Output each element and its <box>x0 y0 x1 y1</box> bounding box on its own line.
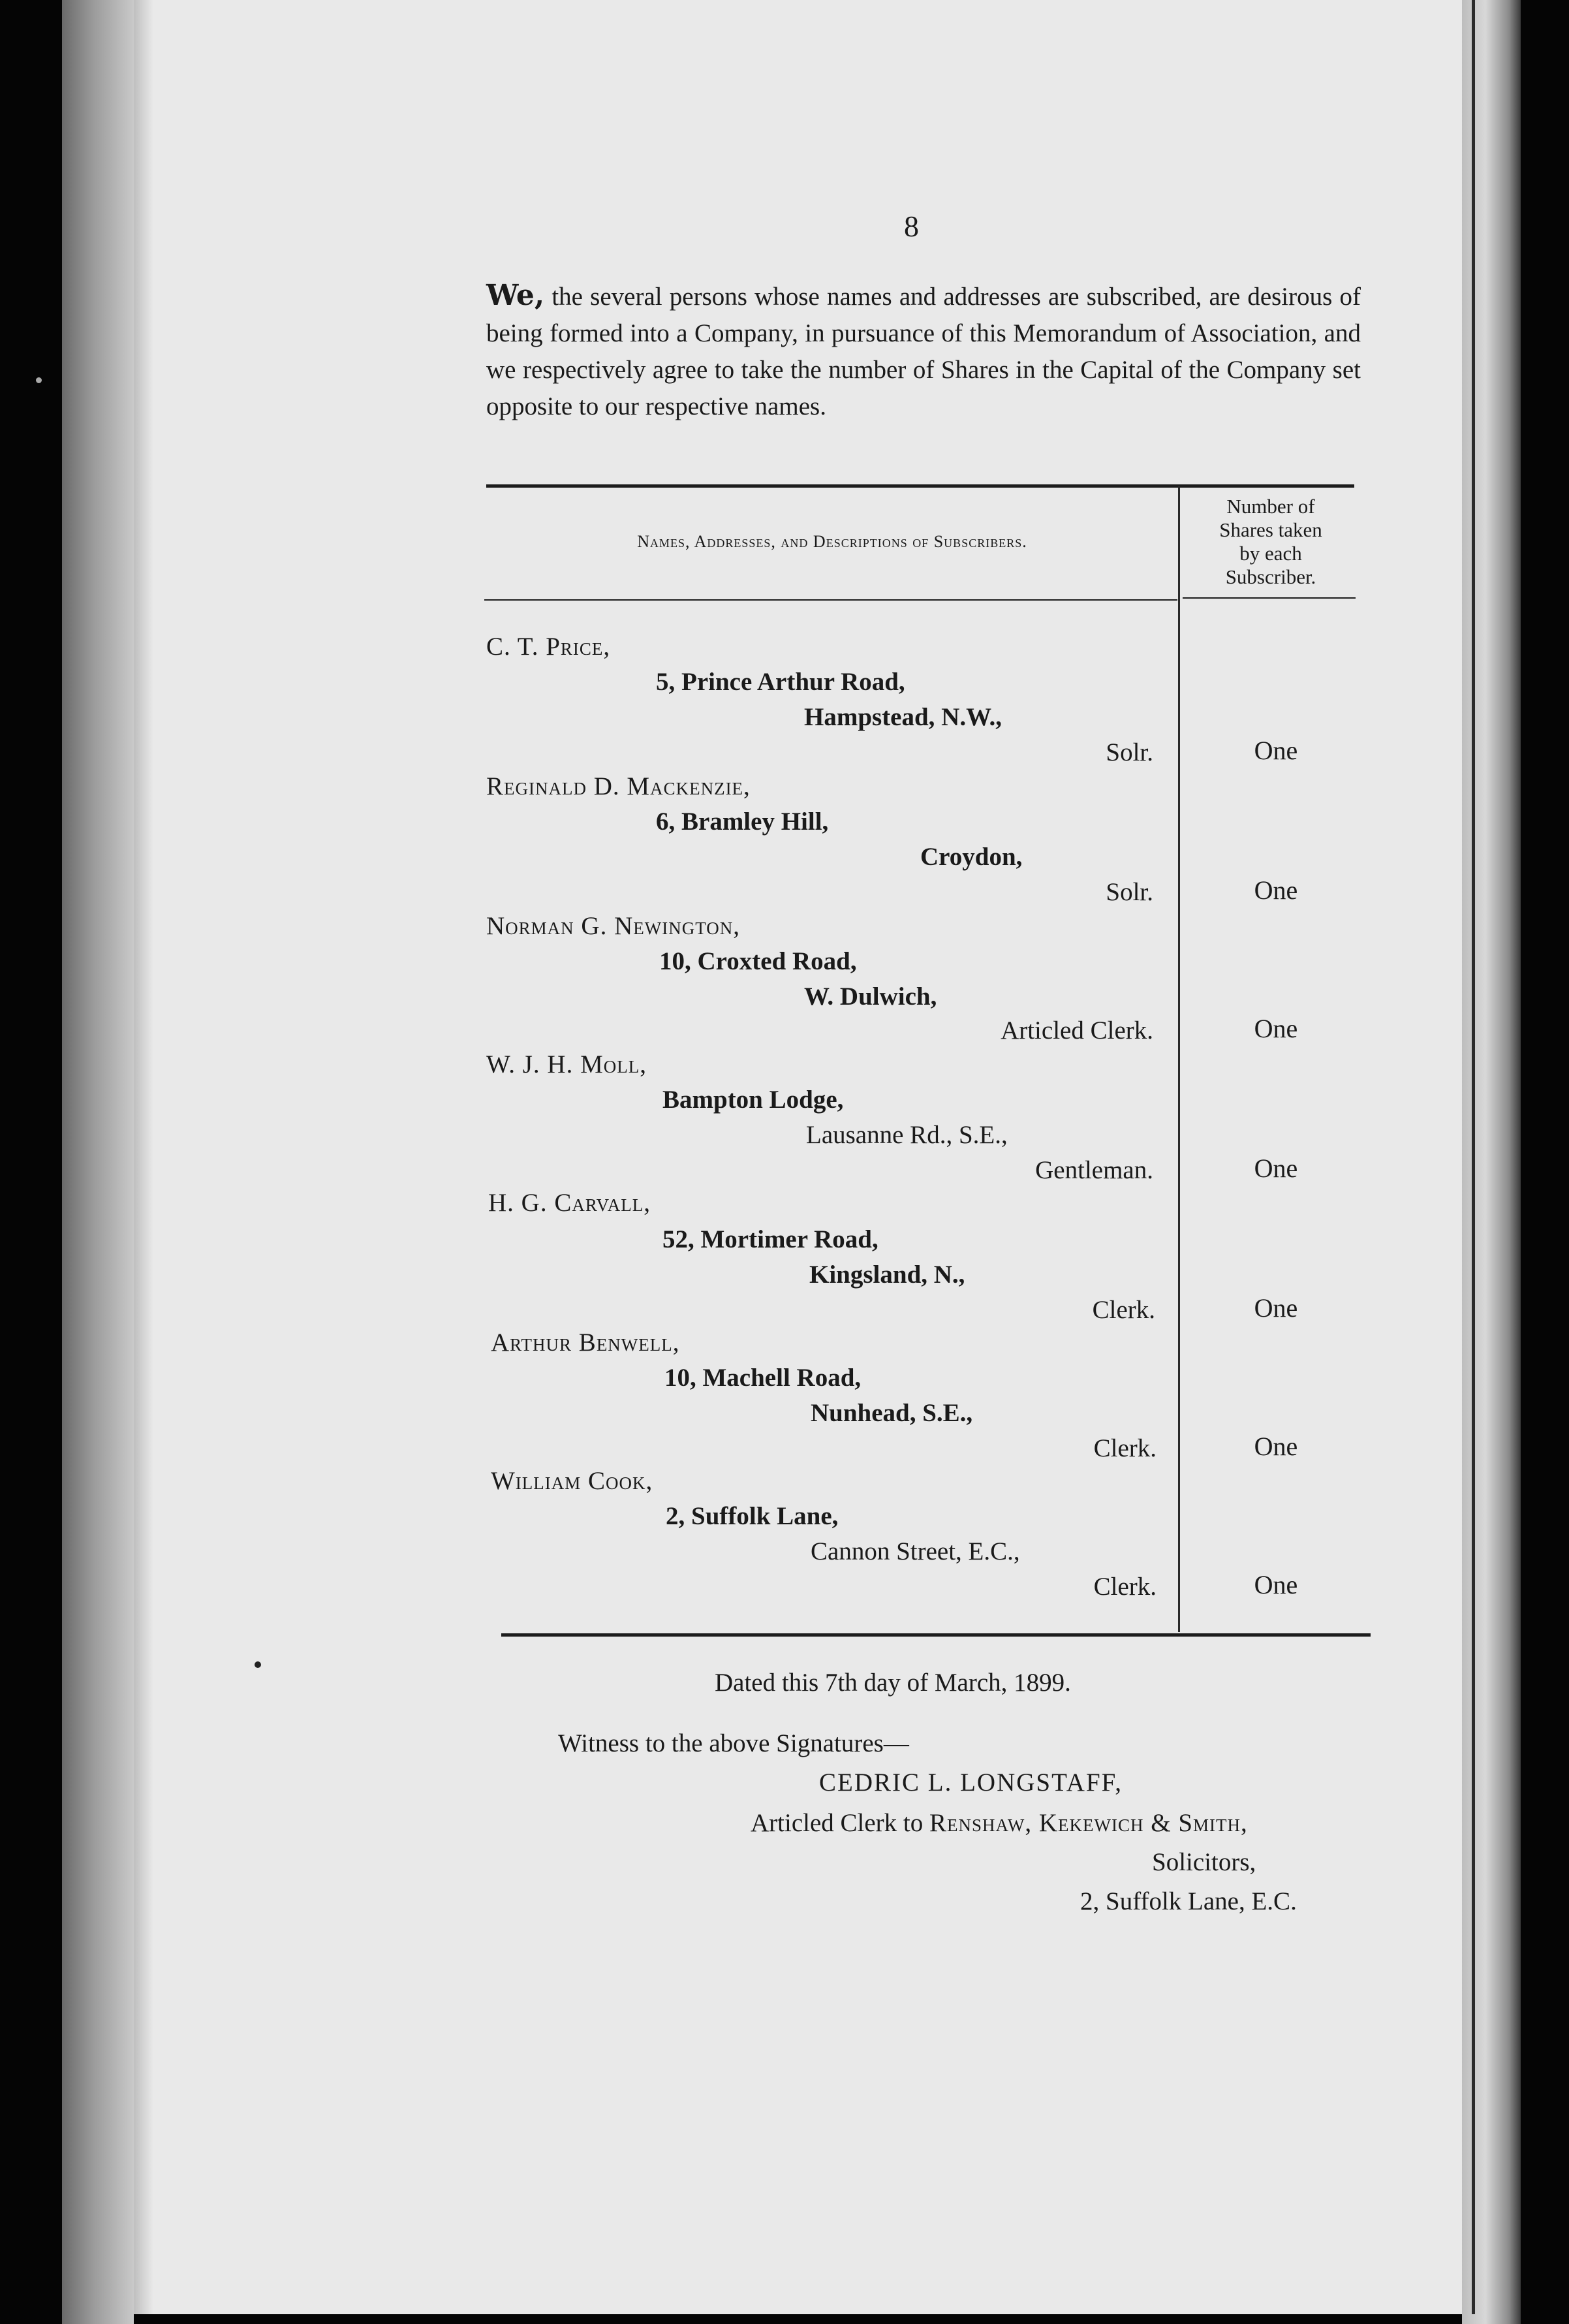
subscriber-shares: One <box>1254 875 1298 905</box>
book-spine-edge <box>62 0 134 2324</box>
subscriber-shares: One <box>1254 1293 1298 1323</box>
subscriber-address-line2: Croydon, <box>920 843 1023 871</box>
names-header-rule <box>484 599 1177 601</box>
subscriber-address-line1: 6, Bramley Hill, <box>656 808 829 836</box>
subscriber-description: Clerk. <box>1092 1296 1155 1324</box>
page-edge-line <box>1472 0 1475 2314</box>
subscriber-address-line1: 52, Mortimer Road, <box>662 1225 878 1253</box>
table-top-rule <box>486 484 1354 488</box>
witness-role <box>751 1808 1248 1838</box>
shares-column-header <box>1183 495 1359 589</box>
subscriber-description: Articled Clerk. <box>1001 1016 1153 1044</box>
subscriber-description: Clerk. <box>1093 1434 1157 1462</box>
table-column-divider <box>1178 486 1180 1632</box>
subscriber-name: William Cook, <box>491 1467 653 1495</box>
subscriber-address-line1: 10, Croxted Road, <box>659 947 857 975</box>
scan-speck <box>36 377 42 383</box>
subscriber-shares: One <box>1254 1154 1298 1183</box>
subscriber-name: Reginald D. Mackenzie, <box>486 772 751 800</box>
scan-speck <box>255 1661 261 1668</box>
subscriber-name: H. G. Carvall, <box>488 1189 651 1217</box>
witness-firm-address: 2, Suffolk Lane, E.C. <box>1080 1887 1297 1915</box>
subscriber-description: Solr. <box>1106 738 1153 766</box>
subscriber-address-line2: Kingsland, N., <box>809 1261 965 1289</box>
witness-role-prefix: Articled Clerk to <box>751 1809 930 1837</box>
subscriber-address-line1: 10, Machell Road, <box>664 1364 862 1392</box>
page-number: 8 <box>904 210 919 243</box>
witness-firm: Renshaw, Kekewich & Smith, <box>929 1809 1248 1837</box>
subscriber-name: Arthur Benwell, <box>491 1328 680 1357</box>
subscriber-description: Gentleman. <box>1035 1156 1153 1184</box>
table-bottom-rule <box>501 1633 1371 1637</box>
subscriber-address-line1: 2, Suffolk Lane, <box>666 1502 839 1530</box>
intro-we: We, <box>486 279 545 312</box>
subscriber-shares: One <box>1254 736 1298 765</box>
subscriber-address-line2: Hampstead, N.W., <box>804 703 1002 731</box>
subscriber-address-line1: 5, Prince Arthur Road, <box>656 668 905 696</box>
intro-text: the several persons whose names and addresses are subscribed, are desirous of being formed into a Company, in pursuance of this Memorandum of Association, and we respectively agree to take the number of Shares in the Capital of the Company set opposite to our respective names. <box>486 283 1361 420</box>
subscriber-name: W. J. H. Moll, <box>486 1050 647 1078</box>
subscriber-shares: One <box>1254 1014 1298 1043</box>
subscriber-address-line2: W. Dulwich, <box>804 982 937 1011</box>
subscriber-description: Clerk. <box>1093 1573 1157 1601</box>
witness-heading: Witness to the above Signatures— <box>558 1729 909 1757</box>
names-column-header: Names, Addresses, and Descriptions of Subscribers. <box>637 532 1027 551</box>
witness-firm-title: Solicitors, <box>1152 1848 1256 1876</box>
shares-header-line: Shares taken <box>1219 518 1322 541</box>
subscriber-name: Norman G. Newington, <box>486 912 740 940</box>
subscriber-address-line2: Cannon Street, E.C., <box>811 1537 1020 1565</box>
book-right-edge <box>1462 0 1521 2324</box>
date-line: Dated this 7th day of March, 1899. <box>715 1669 1071 1697</box>
witness-name: CEDRIC L. LONGSTAFF, <box>819 1768 1123 1797</box>
subscriber-address-line2: Lausanne Rd., S.E., <box>806 1121 1008 1149</box>
scan-border <box>1521 0 1569 2324</box>
shares-header-line: Subscriber. <box>1225 565 1316 588</box>
page-gutter-shadow <box>134 0 153 2314</box>
shares-header-line: Number of <box>1226 495 1315 518</box>
subscriber-address-line1: Bampton Lodge, <box>662 1086 844 1114</box>
subscriber-description: Solr. <box>1106 878 1153 906</box>
shares-header-rule <box>1183 597 1356 599</box>
subscriber-shares: One <box>1254 1570 1298 1599</box>
subscriber-address-line2: Nunhead, S.E., <box>811 1399 973 1427</box>
shares-header-line: by each <box>1239 542 1302 565</box>
subscriber-shares: One <box>1254 1432 1298 1461</box>
subscriber-name: C. T. Price, <box>486 633 611 661</box>
memorandum-intro-paragraph <box>486 277 1361 425</box>
